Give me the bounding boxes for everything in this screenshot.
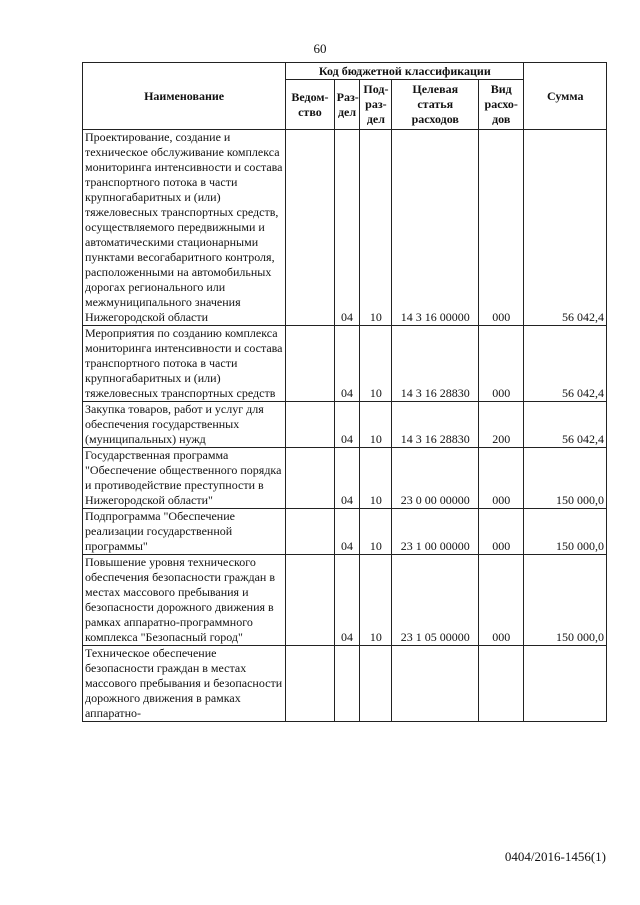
row-amount-cell: 56 042,4 xyxy=(524,130,607,326)
row-subsection-cell: 10 xyxy=(360,326,392,402)
row-department-cell xyxy=(286,509,334,555)
header-expense-type: Вид расхо-дов xyxy=(479,80,524,130)
header-section: Раз-дел xyxy=(334,80,360,130)
row-amount-cell: 150 000,0 xyxy=(524,448,607,509)
row-amount-cell: 56 042,4 xyxy=(524,326,607,402)
row-subsection-cell: 10 xyxy=(360,509,392,555)
header-budget-classification: Код бюджетной классификации xyxy=(286,63,524,80)
row-target-article-cell: 14 3 16 00000 xyxy=(392,130,479,326)
row-expense-type-cell: 000 xyxy=(479,509,524,555)
row-expense-type-cell: 000 xyxy=(479,130,524,326)
table-row xyxy=(83,130,607,326)
row-subsection-cell: 10 xyxy=(360,555,392,646)
header-target-article: Целевая статья расходов xyxy=(392,80,479,130)
row-section-cell: 04 xyxy=(334,555,360,646)
row-department-cell xyxy=(286,646,334,722)
row-expense-type-cell: 200 xyxy=(479,402,524,448)
row-subsection-cell: 10 xyxy=(360,130,392,326)
row-subsection-cell: 10 xyxy=(360,448,392,509)
row-target-article-cell: 23 1 00 00000 xyxy=(392,509,479,555)
row-department-cell xyxy=(286,402,334,448)
table-row xyxy=(83,555,607,646)
table-header xyxy=(83,63,607,130)
row-amount-cell: 56 042,4 xyxy=(524,402,607,448)
row-name-cell: Проектирование, создание и техническое обслуживание комплекса мониторинга интенсивности и состава транспортного потока в части крупногабаритных и (или) тяжеловесных транспортных средств, осуществляемого передвижными и автоматическими стационарными пунктами весогабаритного контроля, расположенными на автомобильных дорогах регионального или межмуниципального значения Нижегородской области xyxy=(83,130,286,326)
page-number: 60 xyxy=(313,41,327,56)
row-expense-type-cell: 000 xyxy=(479,448,524,509)
document-reference-code: 0404/2016-1456(1) xyxy=(504,849,606,864)
row-amount-cell: 150 000,0 xyxy=(524,509,607,555)
row-section-cell: 04 xyxy=(334,448,360,509)
row-target-article-cell: 23 0 00 00000 xyxy=(392,448,479,509)
table-row xyxy=(83,402,607,448)
row-subsection-cell xyxy=(360,646,392,722)
row-expense-type-cell: 000 xyxy=(479,555,524,646)
row-target-article-cell: 14 3 16 28830 xyxy=(392,402,479,448)
row-section-cell: 04 xyxy=(334,402,360,448)
row-name-cell: Мероприятия по созданию комплекса мониторинга интенсивности и состава транспортного потока в части крупногабаритных и (или) тяжеловесных транспортных средств xyxy=(83,326,286,402)
row-section-cell: 04 xyxy=(334,509,360,555)
header-name: Наименование xyxy=(83,63,286,130)
row-amount-cell: 150 000,0 xyxy=(524,555,607,646)
row-department-cell xyxy=(286,555,334,646)
header-subsection: Под-раз-дел xyxy=(360,80,392,130)
table-row xyxy=(83,509,607,555)
header-department: Ведом-ство xyxy=(286,80,334,130)
table-row xyxy=(83,448,607,509)
header-amount: Сумма xyxy=(524,63,607,130)
row-name-cell: Повышение уровня технического обеспечения безопасности граждан в местах массового пребывания и безопасности дорожного движения в рамках аппаратно-программного комплекса "Безопасный город" xyxy=(83,555,286,646)
row-name-cell: Закупка товаров, работ и услуг для обеспечения государственных (муниципальных) нужд xyxy=(83,402,286,448)
row-section-cell xyxy=(334,646,360,722)
row-name-cell: Подпрограмма "Обеспечение реализации государственной программы" xyxy=(83,509,286,555)
row-expense-type-cell: 000 xyxy=(479,326,524,402)
row-expense-type-cell xyxy=(479,646,524,722)
row-name-cell: Государственная программа "Обеспечение общественного порядка и противодействие преступности в Нижегородской области" xyxy=(83,448,286,509)
row-section-cell: 04 xyxy=(334,130,360,326)
row-department-cell xyxy=(286,448,334,509)
row-target-article-cell xyxy=(392,646,479,722)
table-row xyxy=(83,326,607,402)
row-department-cell xyxy=(286,130,334,326)
row-name-cell: Техническое обеспечение безопасности граждан в местах массового пребывания и безопасности дорожного движения в рамках аппаратно- xyxy=(83,646,286,722)
row-target-article-cell: 14 3 16 28830 xyxy=(392,326,479,402)
row-target-article-cell: 23 1 05 00000 xyxy=(392,555,479,646)
row-section-cell: 04 xyxy=(334,326,360,402)
row-amount-cell xyxy=(524,646,607,722)
budget-table xyxy=(82,62,607,722)
table-row xyxy=(83,646,607,722)
table-body xyxy=(83,130,607,722)
row-department-cell xyxy=(286,326,334,402)
row-subsection-cell: 10 xyxy=(360,402,392,448)
